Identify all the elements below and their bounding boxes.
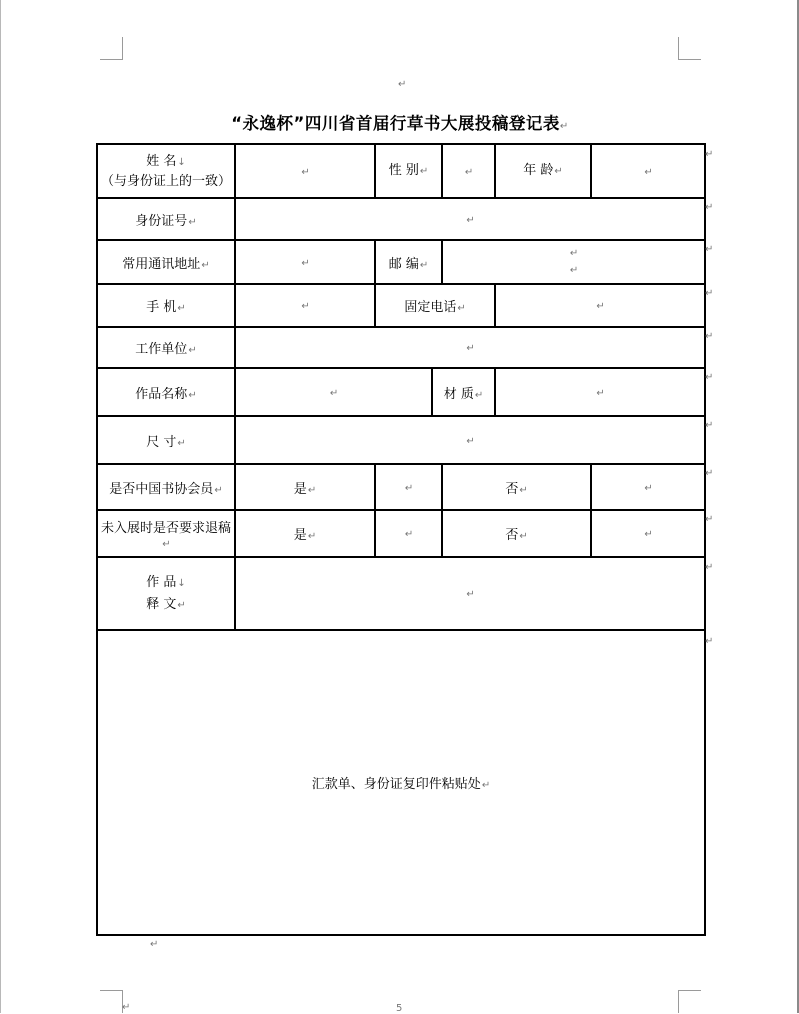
mobile-label: 手 机 <box>146 300 177 315</box>
row-end-mark: ↵ <box>705 149 714 160</box>
paragraph-mark: ↵ <box>559 121 569 132</box>
page-left-edge <box>0 0 1 1013</box>
member-yes-field[interactable]: ↵ <box>375 464 442 510</box>
employer-label-cell: 工作单位↵ <box>97 327 235 368</box>
gender-label: 性 别 <box>388 163 419 178</box>
name-hint: （与身份证上的一致） <box>100 173 231 189</box>
mobile-field[interactable]: ↵ <box>235 284 375 327</box>
member-label: 是否中国书协会员 <box>109 481 214 497</box>
employer-label: 工作单位 <box>135 342 188 357</box>
address-field[interactable]: ↵ <box>235 240 375 284</box>
age-label: 年 龄 <box>523 163 554 178</box>
form-row-paste-area <box>97 630 705 935</box>
age-field[interactable]: ↵ <box>591 144 705 198</box>
crop-mark-bottom-right <box>678 990 701 1013</box>
material-field[interactable]: ↵ <box>495 368 705 416</box>
page-number: 5 <box>396 1003 403 1014</box>
registration-form-table <box>96 143 706 936</box>
row-end-mark: ↵ <box>705 514 714 525</box>
row-end-mark: ↵ <box>705 244 714 255</box>
form-row-member <box>97 464 705 510</box>
gender-label-cell: 性 别↵ <box>375 144 442 198</box>
page-title[interactable] <box>160 110 640 134</box>
return-yes-label: 是 <box>293 528 307 543</box>
form-row-address <box>97 240 705 284</box>
name-field[interactable]: ↵ <box>235 144 375 198</box>
paragraph-mark: ↵ <box>398 79 407 90</box>
postcode-label: 邮 编 <box>388 256 419 272</box>
row-end-mark: ↵ <box>705 331 714 342</box>
translation-label-line1: 作 品 <box>146 574 177 590</box>
form-row-size <box>97 416 705 464</box>
member-yes-label: 是 <box>293 481 307 497</box>
crop-mark-top-right <box>678 37 701 60</box>
paragraph-mark: ↵ <box>122 1002 131 1013</box>
id-label-cell: 身份证号↵ <box>97 198 235 240</box>
address-label: 常用通讯地址 <box>122 256 201 272</box>
form-row-employer <box>97 327 705 368</box>
size-field[interactable]: ↵ <box>235 416 705 464</box>
row-end-mark: ↵ <box>705 202 714 213</box>
name-label-cell: 姓 名↓ （与身份证上的一致） <box>97 144 235 198</box>
return-no-field[interactable]: ↵ <box>591 510 705 557</box>
row-end-mark: ↵ <box>705 288 714 299</box>
form-row-work <box>97 368 705 416</box>
return-yes-field[interactable]: ↵ <box>375 510 442 557</box>
employer-field[interactable]: ↵ <box>235 327 705 368</box>
return-label-cell: 未入展时是否要求退稿↵ <box>97 510 235 557</box>
row-end-mark: ↵ <box>705 420 714 431</box>
paragraph-mark: ↵ <box>150 939 159 950</box>
return-no-label-cell: 否↵ <box>442 510 591 557</box>
postcode-field[interactable]: ↵ ↵ <box>442 240 705 284</box>
row-end-mark: ↵ <box>705 562 714 573</box>
postcode-label-cell: 邮 编↵ <box>375 240 442 284</box>
gender-field[interactable]: ↵ <box>442 144 495 198</box>
landline-field[interactable]: ↵ <box>495 284 705 327</box>
id-label: 身份证号 <box>135 213 188 229</box>
address-label-cell: 常用通讯地址↵ <box>97 240 235 284</box>
landline-label-cell: 固定电话↵ <box>375 284 495 327</box>
work-title-label: 作品名称 <box>135 386 188 402</box>
member-no-label: 否 <box>505 481 519 497</box>
row-end-mark: ↵ <box>705 468 714 479</box>
mobile-label-cell: 手 机↵ <box>97 284 235 327</box>
translation-label-cell: 作 品↓ 释 文↵ <box>97 557 235 630</box>
title-text: “永逸杯”四川省首届行草书大展投稿登记表 <box>231 114 560 133</box>
id-number-field[interactable]: ↵ <box>235 198 705 240</box>
work-title-label-cell: 作品名称↵ <box>97 368 235 416</box>
form-row-name <box>97 144 705 198</box>
material-label: 材 质 <box>443 386 474 402</box>
row-end-mark: ↵ <box>705 372 714 383</box>
return-no-label: 否 <box>505 528 519 543</box>
form-row-translation <box>97 557 705 630</box>
size-label: 尺 寸 <box>146 434 177 450</box>
translation-label-line2: 释 文 <box>146 596 177 612</box>
row-end-mark: ↵ <box>705 636 714 647</box>
form-row-return <box>97 510 705 557</box>
crop-mark-top-left <box>100 37 123 60</box>
member-yes-label-cell: 是↵ <box>235 464 375 510</box>
age-label-cell: 年 龄↵ <box>495 144 591 198</box>
form-row-id <box>97 198 705 240</box>
return-yes-label-cell: 是↵ <box>235 510 375 557</box>
member-no-field[interactable]: ↵ <box>591 464 705 510</box>
member-no-label-cell: 否↵ <box>442 464 591 510</box>
size-label-cell: 尺 寸↵ <box>97 416 235 464</box>
return-label: 未入展时是否要求退稿 <box>100 520 231 536</box>
material-label-cell: 材 质↵ <box>432 368 495 416</box>
member-label-cell: 是否中国书协会员↵ <box>97 464 235 510</box>
paste-area-cell[interactable]: 汇款单、身份证复印件粘贴处↵ <box>97 630 705 935</box>
work-title-field[interactable]: ↵ <box>235 368 432 416</box>
landline-label: 固定电话 <box>404 300 457 315</box>
form-row-phone <box>97 284 705 327</box>
translation-field[interactable]: ↵ <box>235 557 705 630</box>
name-label: 姓 名 <box>146 153 177 169</box>
crop-mark-bottom-left <box>100 990 123 1013</box>
paste-area-label: 汇款单、身份证复印件粘贴处 <box>311 777 481 792</box>
